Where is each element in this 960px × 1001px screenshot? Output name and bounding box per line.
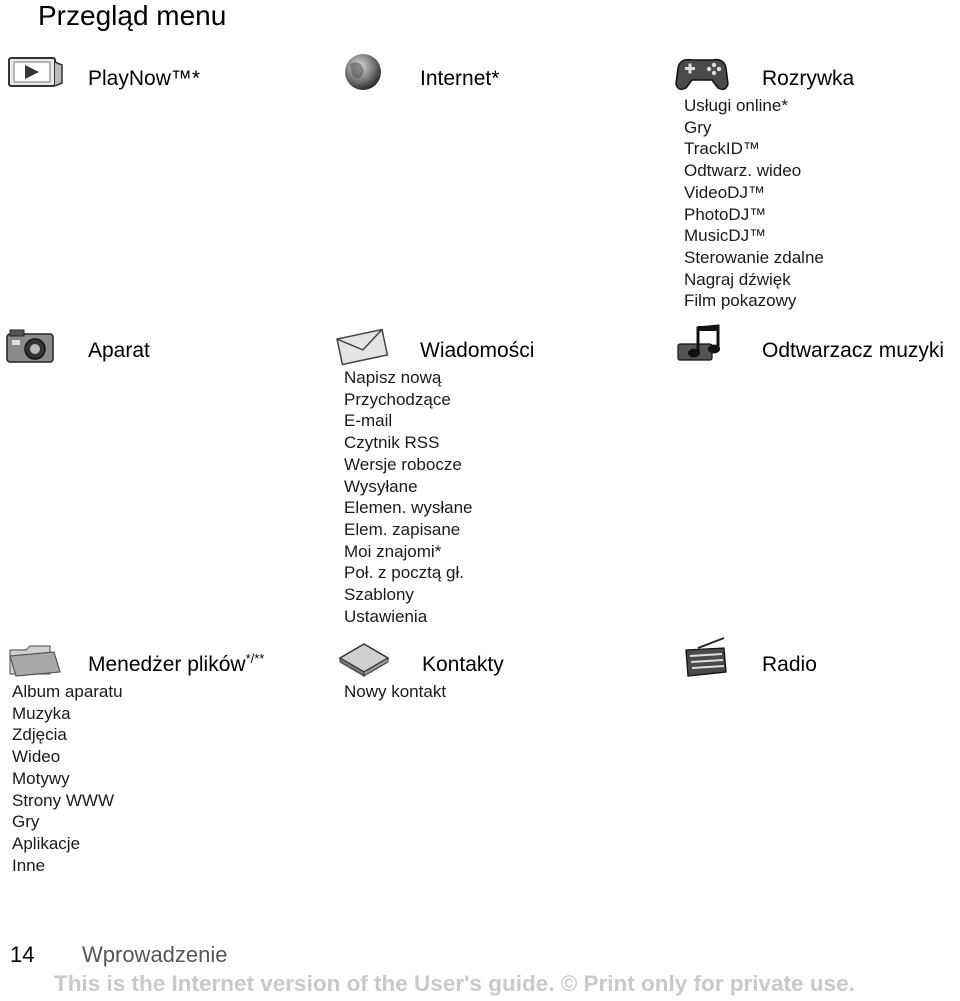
music-icon (674, 322, 734, 370)
menu-title: Kontakty (422, 653, 504, 676)
submenu-item[interactable]: Muzyka (12, 703, 71, 723)
submenu-item[interactable]: Czytnik RSS (344, 433, 440, 453)
submenu-item[interactable]: Szablony (344, 585, 414, 605)
menu-aparat[interactable] (4, 322, 304, 372)
submenu-item[interactable]: Film pokazowy (684, 291, 797, 311)
address-book-icon (334, 636, 394, 684)
menu-title: Odtwarzacz muzyki (762, 339, 945, 362)
envelope-icon (334, 322, 394, 370)
playnow-icon (6, 52, 66, 100)
submenu-item[interactable]: Gry (12, 812, 40, 832)
menu-title: Radio (762, 653, 817, 676)
section-title: Wprowadzenie (82, 942, 228, 967)
menu-radio[interactable] (680, 636, 960, 686)
submenu-item[interactable]: VideoDJ™ (684, 182, 765, 202)
globe-icon (336, 50, 396, 98)
submenu-item[interactable]: Napisz nową (344, 368, 442, 387)
menu-menedzer-plikow[interactable] (6, 636, 316, 686)
submenu-item[interactable]: Inne (12, 855, 46, 875)
submenu-list (344, 367, 473, 627)
submenu-item[interactable]: MusicDJ™ (684, 226, 767, 246)
submenu-item[interactable]: Album aparatu (12, 682, 123, 701)
submenu-item[interactable]: Poł. z pocztą gł. (344, 563, 465, 583)
submenu-item[interactable]: Sterowanie zdalne (684, 247, 824, 267)
menu-title: Internet* (420, 67, 500, 90)
submenu-item[interactable]: Strony WWW (12, 790, 114, 810)
submenu-item[interactable]: Aplikacje (12, 833, 81, 853)
watermark-notice: This is the Internet version of the User's guide. © Print only for private use. (54, 971, 855, 996)
submenu-item[interactable]: Nowy kontakt (344, 682, 447, 701)
menu-title: Menedżer plików*/** (88, 651, 265, 676)
menu-odtwarzacz-muzyki[interactable] (674, 322, 960, 372)
menu-title: Aparat (88, 339, 150, 362)
submenu-item[interactable]: PhotoDJ™ (684, 204, 767, 224)
submenu-list (344, 681, 446, 703)
submenu-item[interactable]: Ustawienia (344, 606, 428, 626)
submenu-item[interactable]: Usługi online* (684, 96, 788, 115)
page-title: Przegląd menu (38, 0, 227, 31)
submenu-item[interactable]: Elemen. wysłane (344, 498, 473, 518)
page-number: 14 (10, 942, 35, 967)
submenu-item[interactable]: E-mail (344, 411, 393, 431)
menu-title: Rozrywka (762, 67, 855, 90)
menu-internet[interactable] (336, 50, 636, 102)
menu-kontakty[interactable] (334, 636, 634, 706)
menu-title: Wiadomości (420, 339, 535, 362)
submenu-item[interactable]: Przychodzące (344, 389, 451, 409)
menu-playnow[interactable] (6, 52, 306, 102)
gamepad-icon (672, 50, 732, 98)
submenu-list (684, 95, 824, 312)
submenu-item[interactable]: Odtwarz. wideo (684, 161, 802, 181)
camera-icon (4, 322, 64, 370)
submenu-item[interactable]: Motywy (12, 768, 70, 788)
submenu-item[interactable]: Wysyłane (344, 476, 418, 496)
submenu-item[interactable]: Gry (684, 117, 712, 137)
submenu-list (12, 681, 123, 876)
menu-rozrywka[interactable] (672, 50, 960, 312)
submenu-item[interactable]: Nagraj dźwięk (684, 269, 791, 289)
submenu-item[interactable]: Wideo (12, 747, 61, 767)
radio-icon (680, 636, 740, 684)
menu-wiadomosci[interactable] (334, 322, 654, 628)
folder-icon (6, 636, 66, 684)
submenu-item[interactable]: Wersje robocze (344, 454, 462, 474)
submenu-item[interactable]: Zdjęcia (12, 725, 67, 745)
submenu-item[interactable]: TrackID™ (684, 139, 760, 159)
submenu-item[interactable]: Moi znajomi* (344, 541, 442, 561)
submenu-item[interactable]: Elem. zapisane (344, 519, 461, 539)
menu-title: PlayNow™* (88, 67, 201, 90)
